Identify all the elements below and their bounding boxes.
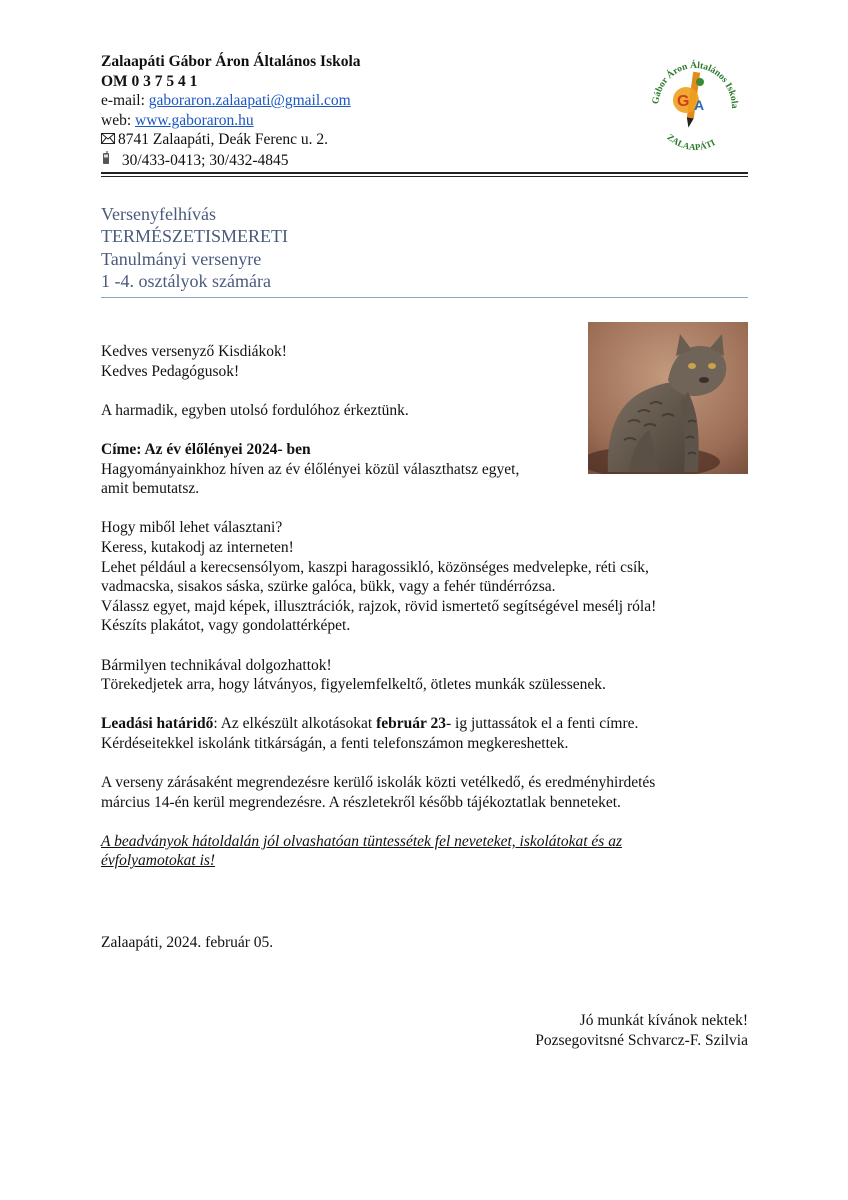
- school-header: [101, 52, 661, 172]
- svg-text:ZALAAPÁTI: [665, 132, 717, 152]
- web-link[interactable]: www.gaboraron.hu: [135, 111, 254, 129]
- om-code: OM 0 3 7 5 4 1: [101, 72, 198, 90]
- deadline-text-2: - ig juttassátok el a fenti címre.: [446, 715, 639, 733]
- title-line-1: Versenyfelhívás: [101, 204, 216, 224]
- envelope-icon: [101, 131, 115, 151]
- topic-line-2: amit bemutatsz.: [101, 480, 200, 498]
- svg-text:A: A: [694, 97, 705, 113]
- header-divider-thin: [101, 176, 748, 177]
- header-divider-thick: [101, 172, 748, 174]
- aim-line: Törekedjetek arra, hogy látványos, figyelemfelkeltő, ötletes munkák szülessenek.: [101, 676, 606, 694]
- closing-line-1: A verseny zárásaként megrendezésre kerülő iskolák közti vetélkedő, és eredményhirdetés: [101, 774, 656, 792]
- phone-text: 30/433-0413; 30/432-4845: [121, 151, 289, 169]
- questions-line: Kérdéseitekkel iskolánk titkárságán, a fenti telefonszámon megkereshettek.: [101, 734, 569, 752]
- school-logo: [640, 38, 750, 166]
- title-line-3: Tanulmányi versenyre: [101, 248, 262, 269]
- school-name: Zalaapáti Gábor Áron Általános Iskola: [101, 53, 361, 70]
- address-line: [101, 130, 661, 151]
- deadline-line: [101, 714, 751, 734]
- email-label: e-mail:: [101, 92, 149, 110]
- search-hint: Keress, kutakodj az interneten!: [101, 538, 294, 556]
- phone-line: [101, 151, 661, 172]
- closing-line-2: március 14-én kerül megrendezésre. A részletekről később tájékoztatlak benneteket.: [101, 793, 621, 811]
- signature-wish: Jó munkát kívánok nektek!: [579, 1012, 748, 1029]
- web-line: [101, 111, 661, 131]
- svg-text:G: G: [677, 93, 690, 110]
- deadline-label: Leadási határidő: [101, 715, 214, 733]
- email-link[interactable]: gaboraron.zalaapati@gmail.com: [148, 92, 351, 110]
- signature-name: Pozsegovitsné Schvarcz-F. Szilvia: [535, 1031, 748, 1049]
- competition-title: [101, 203, 288, 293]
- address-text: 8741 Zalaapáti, Deák Ferenc u. 2.: [118, 131, 329, 149]
- greeting-teachers: Kedves Pedagógusok!: [101, 362, 240, 380]
- letter-body: [101, 342, 751, 871]
- logo-bottom-text: ZALAAPÁTI: [665, 131, 717, 153]
- title-divider: [101, 297, 748, 298]
- title-line-2: TERMÉSZETISMERETI: [101, 226, 288, 247]
- notice-line-2: évfolyamotokat is!: [101, 852, 216, 870]
- signature-block: [535, 1011, 748, 1050]
- choose-question: Hogy miből lehet választani?: [101, 519, 283, 537]
- email-line: [101, 91, 661, 111]
- web-label: web:: [101, 111, 136, 129]
- intro-text: A harmadik, egyben utolsó fordulóhoz érkeztünk.: [101, 401, 409, 419]
- deadline-text-1: : Az elkészült alkotásokat: [213, 715, 377, 733]
- phone-icon: [101, 151, 115, 172]
- greeting-students: Kedves versenyző Kisdiákok!: [101, 343, 287, 360]
- examples-line-1: Lehet például a kerecsensólyom, kaszpi haragossikló, közönséges medvelepke, réti csík,: [101, 558, 649, 576]
- logo-arc-text: Gábor Áron Általános Iskola: [651, 60, 740, 109]
- topic-title: Címe: Az év élőlényei 2024- ben: [101, 440, 311, 458]
- poster-line: Készíts plakátot, vagy gondolattérképet.: [101, 617, 351, 635]
- examples-line-2: vadmacska, sisakos sáska, szürke galóca, bükk, vagy a fehér tündérrózsa.: [101, 578, 556, 596]
- deadline-date: február 23: [376, 715, 446, 733]
- topic-line-1: Hagyományainkhoz híven az év élőlényei közül választhatsz egyet,: [101, 460, 520, 478]
- notice-line-1: A beadványok hátoldalán jól olvashatóan tüntessétek fel neveteket, iskolátokat és az: [101, 832, 622, 850]
- letter-date: Zalaapáti, 2024. február 05.: [101, 934, 274, 951]
- title-line-4: 1 -4. osztályok számára: [101, 271, 271, 292]
- technique-line: Bármilyen technikával dolgozhattok!: [101, 656, 332, 674]
- task-line: Válassz egyet, majd képek, illusztrációk, rajzok, rövid ismertető segítségével mesélj róla!: [101, 597, 657, 615]
